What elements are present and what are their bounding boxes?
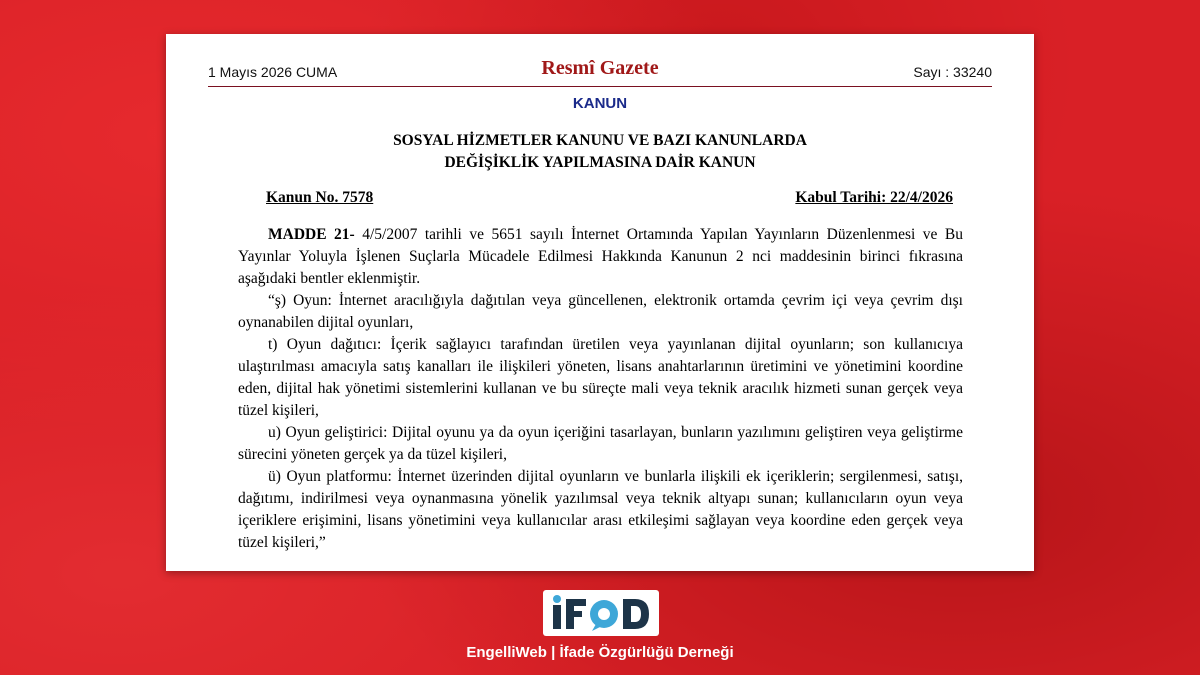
article-intro-text: 4/5/2007 tarihli ve 5651 sayılı İnternet Ortamında Yapılan Yayınların Düzenlenmesi ve Bu Yayınlar Yoluyla İşlenen Suçlarla Mücadele Edilmesi Hakkında Kanunun 2 nci maddesinin birinci fıkrasına aşağıdaki bentler eklenmiştir. <box>238 226 964 287</box>
footer-organization: EngelliWeb | İfade Özgürlüğü Derneği <box>466 644 734 661</box>
gazette-title: Resmî Gazete <box>541 57 659 79</box>
clause-u-umlaut: ü) Oyun platformu: İnternet üzerinden dijital oyunların ve bunlarla ilişkili ek içeriklerin; sergilenmesi, satışı, dağıtımı, indirilmesi veya oynanmasına yönelik yazılımsal veya teknik altyapı sunan; kullanıcıların oyun veya içeriklere erişimini, lisans yönetimini veya kullanıcılar arası etkileşimi sağlayan veya koordine eden gerçek veya tüzel kişileri,” <box>238 468 963 551</box>
law-title-line-2: DEĞİŞİKLİK YAPILMASINA DAİR KANUN <box>444 154 756 171</box>
section-label: KANUN <box>572 95 628 112</box>
article-heading: MADDE 21- <box>268 226 355 243</box>
article-intro <box>238 224 963 290</box>
speech-bubble-icon <box>590 600 618 631</box>
article-body <box>238 224 963 554</box>
law-title-line-1: SOSYAL HİZMETLER KANUNU VE BAZI KANUNLARDA <box>393 132 807 149</box>
law-accept-date: Kabul Tarihi: 22/4/2026 <box>795 189 953 206</box>
ifod-logo <box>543 590 659 636</box>
law-title <box>166 130 1034 174</box>
gazette-issue-number: Sayı : 33240 <box>913 64 992 80</box>
clause-u: u) Oyun geliştirici: Dijital oyunu ya da oyun içeriğini tasarlayan, bunların yazılımını geliştiren veya geliştirme sürecini yöneten gerçek ya da tüzel kişileri, <box>238 424 963 463</box>
law-meta <box>266 189 953 211</box>
gazette-page <box>166 34 1034 571</box>
ifod-logo-mark <box>549 594 653 632</box>
law-number: Kanun No. 7578 <box>266 189 374 206</box>
gazette-header <box>208 56 992 87</box>
gazette-date: 1 Mayıs 2026 CUMA <box>208 64 338 80</box>
clause-s: “ş) Oyun: İnternet aracılığıyla dağıtılan veya güncellenen, elektronik ortamda çevrim içi veya çevrim dışı oynanabilen dijital oyunları, <box>238 292 963 331</box>
clause-t: t) Oyun dağıtıcı: İçerik sağlayıcı tarafından üretilen veya yayınlanan dijital oyunların; son kullanıcıya ulaştırılması amacıyla satış kanalları ile ilişkileri yöneten, lisans anahtarlarının üretimini ve yönetimini koordine eden, dijital hak yönetimi sistemlerini kullanan ve bu süreçte mali veya teknik aracılık hizmeti sunan gerçek veya tüzel kişileri, <box>238 336 963 419</box>
